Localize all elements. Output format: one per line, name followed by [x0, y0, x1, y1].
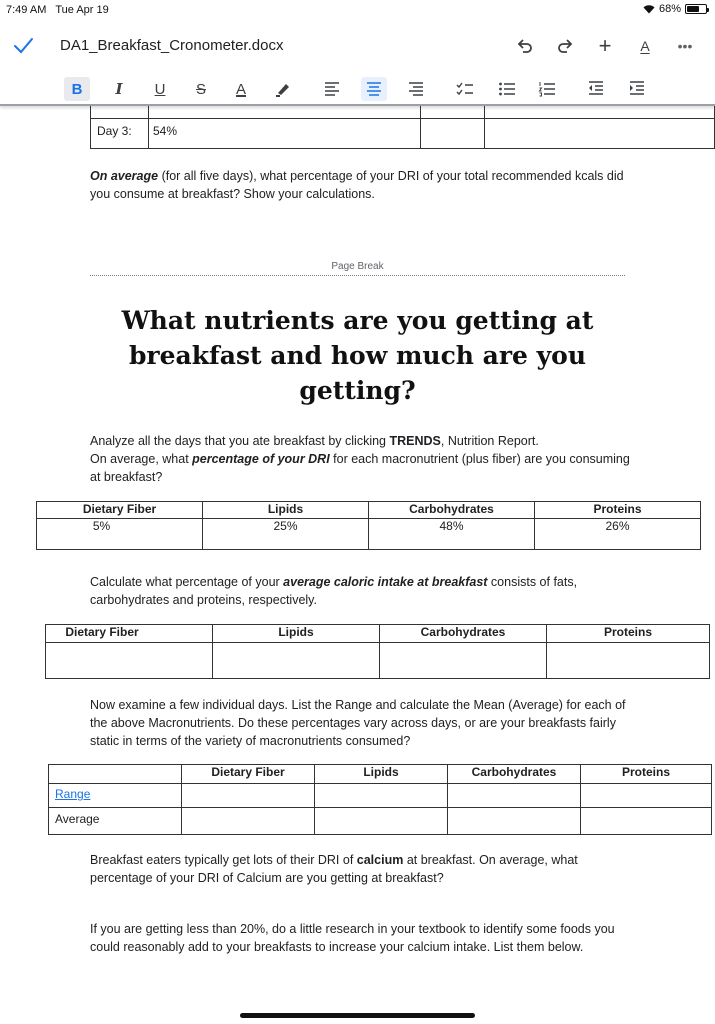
day-table	[90, 106, 715, 149]
section-heading: What nutrients are you getting at breakfast and how much are you getting?	[121, 306, 594, 405]
range-average-table	[48, 764, 712, 835]
status-right	[643, 3, 707, 15]
insert-button[interactable]	[585, 33, 625, 59]
text-color-button[interactable]	[228, 77, 254, 101]
page-break-divider	[90, 275, 625, 276]
page-break-label: Page Break	[331, 261, 384, 272]
day-label: Day 3:	[91, 119, 149, 149]
table-row	[49, 808, 712, 835]
intro-paragraph: Analyze all the days that you ate breakfast by clicking TRENDS, Nutrition Report. On average, what percentage of your DRI for each macronutrient (plus fiber) are you consuming at breakfast?	[90, 434, 630, 484]
day-value: 54%	[149, 119, 421, 149]
increase-indent-button[interactable]	[624, 77, 650, 101]
strikethrough-button[interactable]	[188, 77, 214, 101]
text-format-icon: A	[640, 38, 650, 54]
plus-icon: +	[598, 33, 612, 58]
header-cell: Carbohydrates	[448, 765, 581, 784]
home-indicator[interactable]	[240, 1013, 475, 1018]
bold-icon: B	[71, 80, 83, 98]
undo-button[interactable]	[505, 33, 545, 59]
table-row	[49, 784, 712, 808]
highlighter-icon	[274, 81, 292, 97]
redo-icon	[556, 37, 574, 55]
lipids-cell[interactable]	[213, 643, 380, 679]
done-check-icon[interactable]	[12, 36, 34, 56]
highlight-button[interactable]	[270, 77, 296, 101]
range-label[interactable]: Range	[49, 784, 182, 808]
numbered-list-button[interactable]	[534, 77, 560, 101]
text-color-icon: A	[235, 80, 246, 98]
bulleted-list-icon	[498, 81, 516, 97]
header-cell: Proteins	[547, 625, 710, 643]
research-paragraph: If you are getting less than 20%, do a little research in your textbook to identify some foods you could reasonably add to your breakfasts to increase your calcium intake. List them below.	[90, 922, 615, 954]
undo-icon	[516, 37, 534, 55]
dri-percentage-table	[36, 501, 701, 550]
numbered-list-icon	[538, 81, 556, 97]
decrease-indent-icon	[587, 81, 605, 97]
underline-button[interactable]	[147, 77, 173, 101]
fiber-cell[interactable]	[46, 643, 213, 679]
proteins-cell[interactable]	[547, 643, 710, 679]
more-icon: •••	[677, 38, 693, 54]
caloric-intake-table	[45, 624, 710, 679]
table-row	[91, 119, 715, 149]
more-options-button[interactable]	[665, 33, 705, 59]
title-bar	[0, 26, 715, 66]
header-cell: Lipids	[203, 502, 369, 519]
align-center-button[interactable]	[361, 77, 387, 101]
header-cell: Lipids	[315, 765, 448, 784]
italic-button[interactable]	[106, 77, 132, 101]
checklist-button[interactable]	[452, 77, 478, 101]
decrease-indent-button[interactable]	[583, 77, 609, 101]
header-cell: Dietary Fiber	[37, 502, 203, 519]
carbohydrates-value[interactable]: 48%	[369, 519, 535, 550]
average-label: Average	[49, 808, 182, 835]
status-time: 7:49 AM Tue Apr 19	[6, 4, 109, 16]
align-center-icon	[365, 81, 383, 97]
align-right-icon	[407, 81, 425, 97]
question-average-kcal: On average (for all five days), what percentage of your DRI of your total recommended kcals did you consume at breakfast? Show your calculations.	[90, 169, 624, 201]
header-cell: Dietary Fiber	[46, 625, 213, 643]
calculate-paragraph: Calculate what percentage of your average caloric intake at breakfast consists of fats, carbohydrates and proteins, respectively.	[90, 575, 578, 607]
header-cell: Lipids	[213, 625, 380, 643]
calcium-paragraph: Breakfast eaters typically get lots of their DRI of calcium at breakfast. On average, what percentage of your DRI of Calcium are you getting at breakfast?	[90, 853, 578, 885]
header-cell: Carbohydrates	[369, 502, 535, 519]
header-cell: Proteins	[581, 765, 712, 784]
table-row	[37, 519, 701, 550]
battery-icon	[685, 4, 707, 14]
italic-icon: I	[115, 80, 123, 98]
carbohydrates-cell[interactable]	[380, 643, 547, 679]
status-bar	[0, 0, 715, 22]
lipids-value[interactable]: 25%	[203, 519, 369, 550]
align-left-icon	[323, 81, 341, 97]
bold-button[interactable]	[64, 77, 90, 101]
examine-paragraph: Now examine a few individual days. List the Range and calculate the Mean (Average) for each of the above Macronutrients. Do these percentages vary across days, or are your breakfasts fairly static in terms of the variety of macronutrients consumed?	[90, 698, 626, 748]
formatting-toolbar	[0, 72, 715, 106]
bulleted-list-button[interactable]	[494, 77, 520, 101]
table-row	[46, 643, 710, 679]
document-title[interactable]: DA1_Breakfast_Cronometer.docx	[60, 37, 284, 54]
document-body[interactable]	[0, 106, 715, 1024]
table-header-row	[46, 625, 710, 643]
header-cell: Carbohydrates	[380, 625, 547, 643]
proteins-value[interactable]: 26%	[535, 519, 701, 550]
table-header-row	[37, 502, 701, 519]
battery-percent: 68%	[658, 3, 681, 15]
wifi-icon	[643, 4, 655, 14]
header-cell: Dietary Fiber	[182, 765, 315, 784]
fiber-value[interactable]: 5%	[37, 519, 203, 550]
align-right-button[interactable]	[403, 77, 429, 101]
header-cell: Proteins	[535, 502, 701, 519]
underline-icon: U	[154, 80, 166, 98]
checklist-icon	[456, 81, 474, 97]
text-format-button[interactable]	[625, 33, 665, 59]
align-left-button[interactable]	[319, 77, 345, 101]
title-actions	[505, 33, 705, 59]
increase-indent-icon	[628, 81, 646, 97]
redo-button[interactable]	[545, 33, 585, 59]
table-header-row	[49, 765, 712, 784]
strikethrough-icon: S	[195, 80, 206, 98]
